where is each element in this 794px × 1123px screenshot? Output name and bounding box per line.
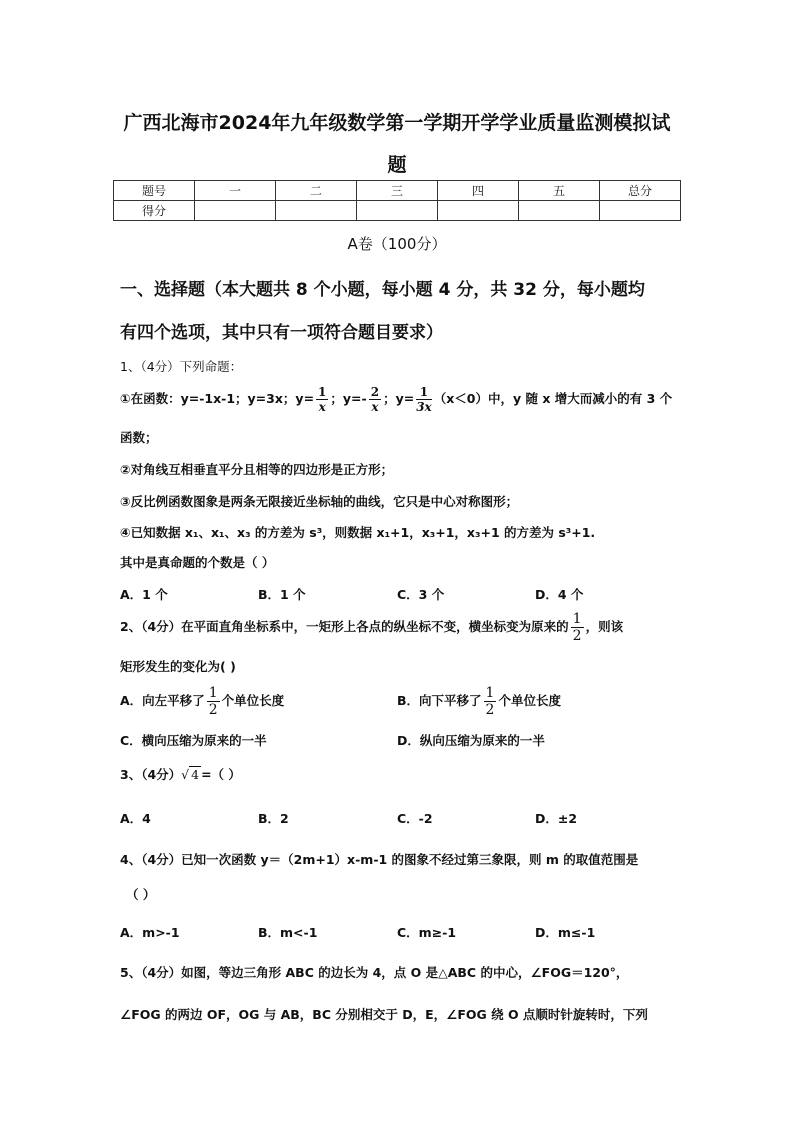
q2-option-c[interactable]: C．横向压缩为原来的一半: [120, 733, 267, 748]
score-cell[interactable]: [438, 201, 519, 221]
score-header-cell: 题号: [114, 181, 195, 201]
q4-option-a[interactable]: A．m>-1: [120, 925, 180, 940]
q2-option-a-text: A．向左平移了: [120, 693, 205, 708]
score-cell[interactable]: [276, 201, 357, 221]
score-table-header-row: [114, 181, 681, 201]
section-heading: 一、选择题（本大题共 8 个小题，每小题 4 分，共 32 分，每小题均: [120, 280, 645, 300]
score-header-cell: 二: [276, 181, 357, 201]
q3-stem-text: =（ ）: [201, 767, 241, 782]
q1-item1-text: ；y=-: [330, 391, 367, 406]
page-title-continuation: 题: [387, 154, 407, 176]
q3-option-d[interactable]: D．±2: [535, 811, 578, 826]
page-title: 广西北海市2024年九年级数学第一学期开学学业质量监测模拟试: [123, 112, 671, 134]
q3-stem-text: 3、（4分）: [120, 767, 182, 782]
q1-item2: ②对角线互相垂直平分且相等的四边形是正方形；: [120, 462, 394, 477]
q3-option-a[interactable]: A．4: [120, 811, 151, 826]
q4-option-b[interactable]: B．m<-1: [258, 925, 318, 940]
score-header-cell: 一: [195, 181, 276, 201]
paper-part-heading: A卷（100分）: [347, 235, 447, 253]
q4-option-d[interactable]: D．m≤-1: [535, 925, 596, 940]
q4-option-c[interactable]: C．m≥-1: [397, 925, 457, 940]
fraction-1-over-x: $\frac{1}{x}$: [318, 385, 327, 414]
q1-item1-text: ①在函数：y=-1x-1；y=3x；y=: [120, 391, 315, 406]
q2-stem-text: 2、（4分）在平面直角坐标系中，一矩形上各点的纵坐标不变，横坐标变为原来的: [120, 619, 569, 634]
q2-stem-text: ，则该: [585, 619, 624, 634]
q2-option-a-text: 个单位长度: [221, 693, 285, 708]
score-header-cell: 总分: [600, 181, 681, 201]
score-header-cell: 三: [357, 181, 438, 201]
q1-item3: ③反比例函数图象是两条无限接近坐标轴的曲线，它只是中心对称图形；: [120, 494, 519, 509]
q1-stem: 1、（4分）下列命题：: [120, 359, 243, 374]
score-row-label: 得分: [114, 201, 195, 221]
fraction-1-over-3x: $\frac{1}{3x}$: [416, 385, 432, 414]
q1-option-b[interactable]: B．1 个: [258, 587, 306, 602]
fraction-one-half: $\frac{1}{2}$: [208, 685, 218, 718]
q4-stem: 4、（4分）已知一次函数 y＝（2m+1）x-m-1 的图象不经过第三象限，则 m 的取值范围是: [120, 852, 639, 867]
score-cell[interactable]: [195, 201, 276, 221]
q1-option-d[interactable]: D．4 个: [535, 587, 584, 602]
q2-stem-continuation: 矩形发生的变化为( ): [120, 659, 236, 674]
q5-stem-continuation: ∠FOG 的两边 OF，OG 与 AB，BC 分别相交于 D，E，∠FOG 绕 O 点顺时针旋转时，下列: [120, 1007, 648, 1022]
fraction-one-half: $\frac{1}{2}$: [485, 685, 495, 718]
q3-option-b[interactable]: B．2: [258, 811, 289, 826]
q2-option-a[interactable]: [120, 682, 284, 720]
q2-option-d[interactable]: D．纵向压缩为原来的一半: [397, 733, 545, 748]
section-heading-continuation: 有四个选项，其中只有一项符合题目要求）: [120, 323, 443, 343]
score-table-score-row: [114, 201, 681, 221]
q1-option-c[interactable]: C．3 个: [397, 587, 445, 602]
score-table: [113, 180, 681, 221]
q1-option-a[interactable]: A．1 个: [120, 587, 168, 602]
q5-stem: 5、（4分）如图，等边三角形 ABC 的边长为 4，点 O 是△ABC 的中心，∠FOG＝120°，: [120, 965, 629, 980]
score-cell[interactable]: [519, 201, 600, 221]
q3-stem: [120, 765, 241, 783]
q2-option-b-text: 个单位长度: [498, 693, 561, 708]
q3-option-c[interactable]: C．-2: [397, 811, 433, 826]
score-header-cell: 四: [438, 181, 519, 201]
q2-option-b-text: B．向下平移了: [397, 693, 482, 708]
score-cell[interactable]: [600, 201, 681, 221]
score-cell[interactable]: [357, 201, 438, 221]
q1-item1-text: （x＜0）中，y 随 x 增大而减小的有 3 个: [433, 391, 673, 406]
q1-item4: ④已知数据 x₁、x₁、x₃ 的方差为 s³，则数据 x₁+1，x₃+1，x₃+1 的方差为 s³+1.: [120, 525, 596, 540]
fraction-one-half: $\frac{1}{2}$: [572, 611, 582, 644]
fraction-2-over-x: $\frac{2}{x}$: [370, 385, 380, 414]
square-root-symbol: √ 4: [181, 767, 200, 782]
q1-item1: [120, 382, 672, 416]
q4-stem-continuation: （ ）: [126, 887, 156, 902]
q2-stem: [120, 608, 623, 646]
q2-option-b[interactable]: [397, 682, 561, 720]
q1-item1-text: ；y=: [383, 391, 415, 406]
q1-question: 其中是真命题的个数是（ ）: [120, 555, 275, 570]
score-header-cell: 五: [519, 181, 600, 201]
q1-item1-continuation: 函数；: [120, 430, 158, 445]
